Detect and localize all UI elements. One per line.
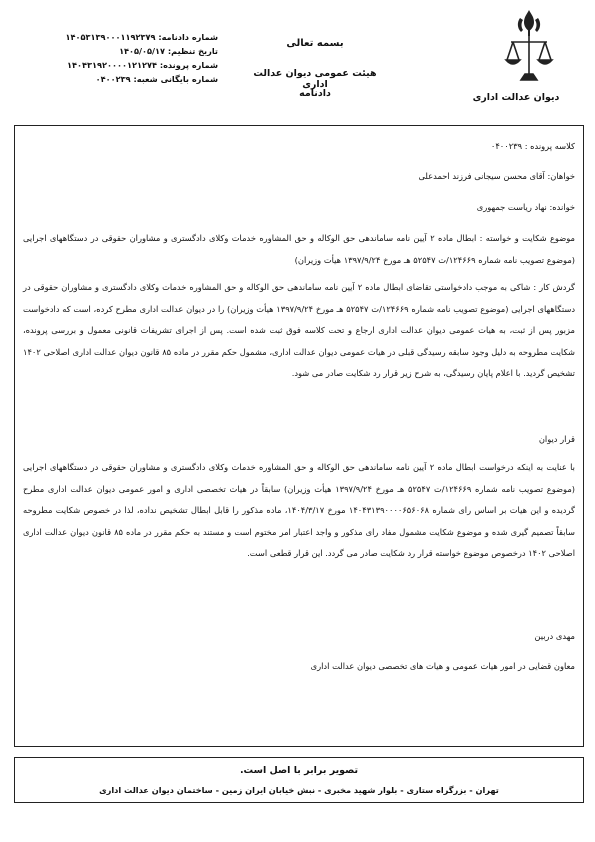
archive-number: شماره بایگانی شعبه: ۰۴۰۰۲۳۹ (95, 74, 218, 84)
document-metadata (18, 30, 218, 86)
case-process: گردش کار : شاکی به موجب دادخواستی تقاضای ابطال ماده ۲ آیین نامه ساماندهی حق الوکاله و حق المشاوره خدمات وکلای دادگستری و مشاوران حقوقی در دستگاههای اجرایی (موضوع تصویب نامه شماره ۱۲۴۶۶۹/ت ۵۲۵۴۷ هـ مورخ ۱۳۹۷/۹/۲۴ هیأت وزیران) را در دیوان عدالت اداری مطرح کرده، است که دادخواست مزبور پس از ثبت، به هیات عمومی دیوان عدالت اداری ارجاع و تحت کلاسه فوق ثبت شده است. پس از اجرای تشریفات قانونی معمول و بررسی پرونده، شکایت مطروحه به دلیل وجود سابقه رسیدگی قبلی در هیات عمومی دیوان عدالت اداری، مشمول حکم مقرر در ماده ۸۵ قانون دیوان عدالت اداری اصلاحی ۱۴۰۲ تشخیص گردید. با اعلام پایان رسیدگی، به شرح زیر قرار رد شکایت صادر می شود. (23, 282, 576, 378)
plaintiff: خواهان: آقای محسن سیجانی فرزند احمدعلی (418, 171, 575, 181)
defendant: خوانده: نهاد ریاست جمهوری (476, 202, 575, 212)
issue-date: تاریخ تنظیم: ۱۴۰۵/۰۵/۱۷ (119, 46, 218, 56)
verdict-number: شماره دادنامه: ۱۴۰۵۳۱۳۹۰۰۰۱۱۹۲۳۷۹ (65, 32, 218, 42)
board-title: هیئت عمومی دیوان عدالت اداری (253, 68, 377, 90)
invocation: بسمه تعالی (286, 38, 344, 49)
signer-name: مهدی دربین (534, 631, 575, 641)
court-name: دیوان عدالت اداری (472, 92, 560, 103)
iran-emblem-scales-icon (503, 8, 555, 88)
decision-text: با عنایت به اینکه درخواست ابطال ماده ۲ آیین نامه ساماندهی حق الوکاله و حق المشاوره خدمات وکلای دادگستری و مشاوران حقوقی در دستگاههای اجرایی (موضوع تصویب نامه شماره ۱۲۴۶۶۹/ت ۵۲۵۴۷ هـ مورخ ۱۳۹۷/۹/۲۴ هیأت وزیران) سابقاً در هیات تخصصی اداری و امور عمومی دیوان عدالت اداری مطرح گردیده و این هیات بر اساس رای شماره ۱۴۰۴۳۱۳۹۰۰۰۰۶۵۶۰۶۸ مورخ ۱۴۰۴/۳/۱۷، ماده مذکور را قابل ابطال تشخیص نداده، لذا در خصوص شکایت مطروحه سابقاً تصمیم گیری شده و موضوع شکایت مشمول مفاد رای مذکور و واجد اعتبار امر مختوم است و مستند به حکم مقرر در ماده ۸۵ قانون دیوان عدالت اداری اصلاحی ۱۴۰۲ درخصوص موضوع خواسته قرار رد شکایت صادر می گردد. این قرار قطعی است. (23, 462, 576, 558)
decision-heading: قرار دیوان (538, 434, 575, 444)
footer (14, 757, 584, 803)
document-type: دادنامه (299, 88, 331, 99)
verdict-body (14, 125, 584, 747)
case-number: شماره پرونده: ۱۴۰۴۳۱۹۲۰۰۰۰۱۲۱۲۷۴ (67, 60, 218, 70)
court-address: تهران - بزرگراه ستاری - بلوار شهید مخبری - نبش خیابان ایران زمین - ساختمان دیوان عدالت اداری (99, 785, 499, 795)
signer-title: معاون قضایی در امور هیات عمومی و هیات های تخصصی دیوان عدالت اداری (310, 661, 575, 671)
letterhead (0, 0, 595, 120)
complaint-subject: موضوع شکایت و خواسته : ابطال ماده ۲ آیین نامه ساماندهی حق الوکاله و حق المشاوره خدمات وکلای دادگستری و مشاوران حقوقی در دستگاههای اجرایی (موضوع تصویب نامه شماره ۱۲۴۶۶۹/ت ۵۲۵۴۷ هـ مورخ ۱۳۹۷/۹/۲۴ هیأت وزیران) (23, 233, 575, 265)
archive-class: کلاسه پرونده : ۰۴۰۰۲۳۹ (490, 141, 575, 151)
certification-note: تصویر برابر با اصل است. (239, 765, 359, 776)
